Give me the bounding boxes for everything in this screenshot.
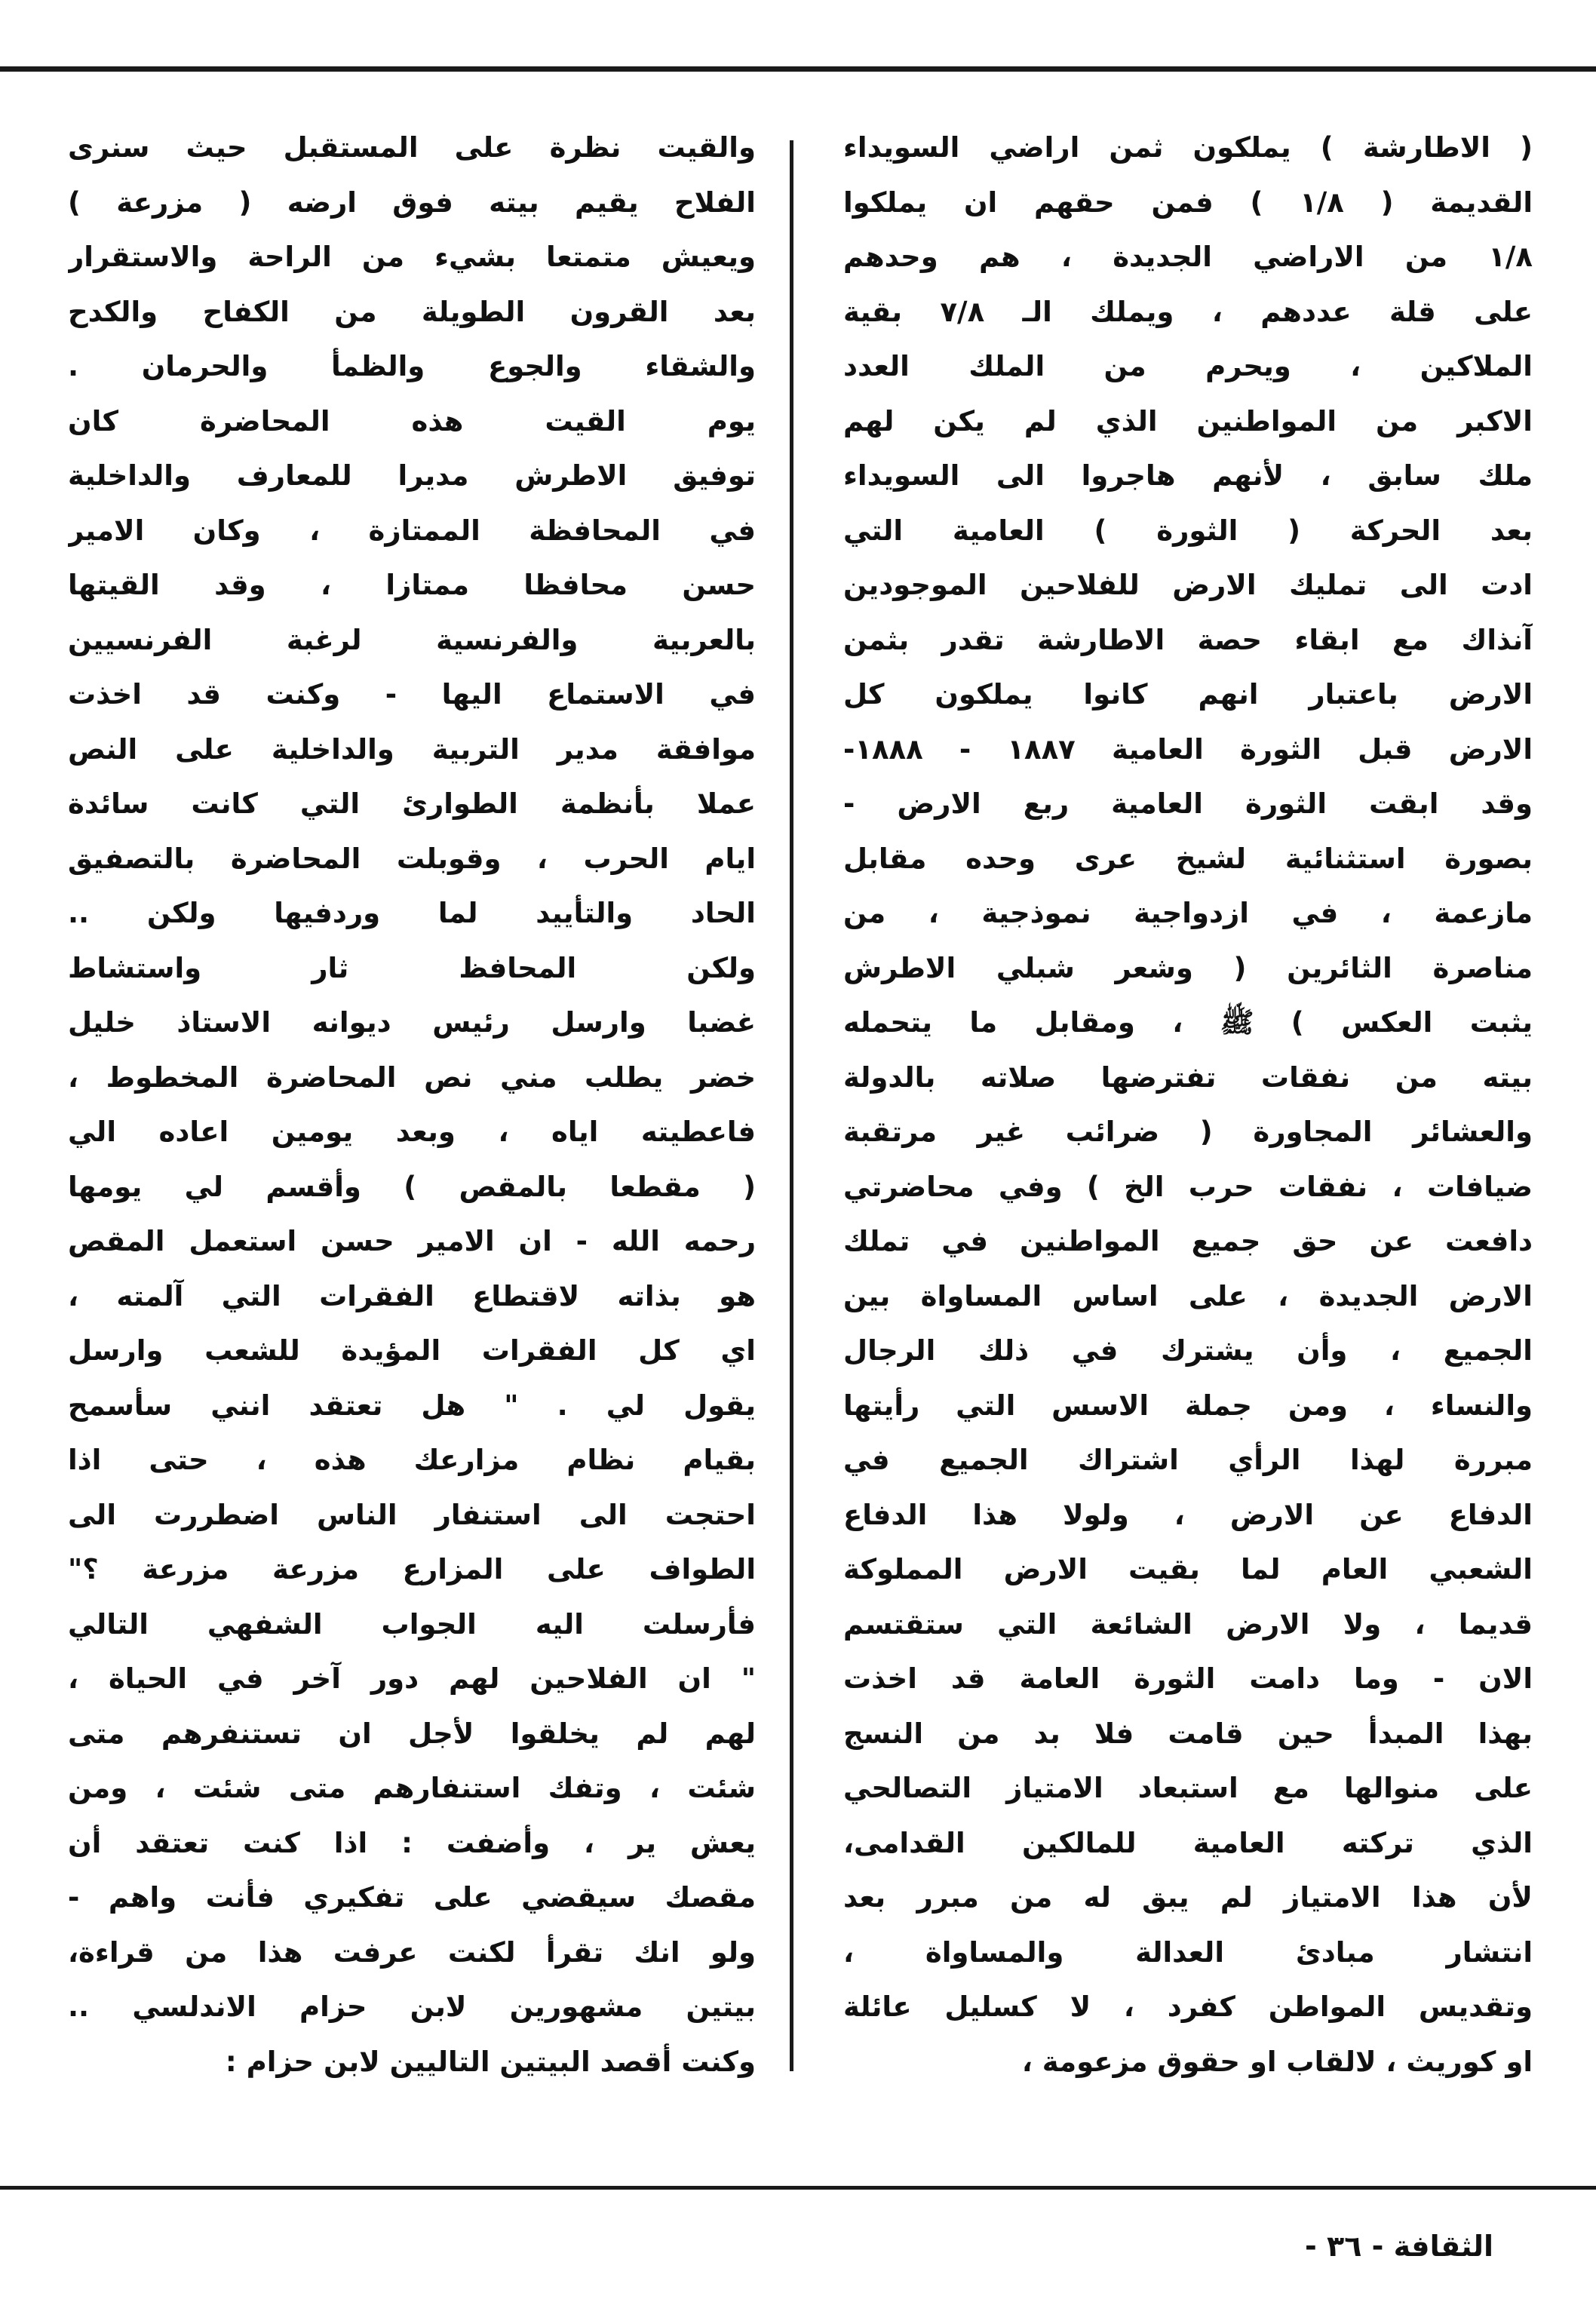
text-line: ادت الى تمليك الارض للفلاحين الموجودين bbox=[843, 569, 1533, 601]
text-line: انتشار مبادئ العدالة والمساواة ، bbox=[843, 1935, 1533, 1969]
page-folio: الثقافة - ٣٦ - bbox=[1305, 2230, 1493, 2263]
top-rule bbox=[0, 66, 1596, 72]
text-line: مقصك سيقضي على تفكيري فأنت واهم - bbox=[68, 1881, 756, 1914]
text-line: وكنت أقصد البيتين التاليين لابن حزام : bbox=[225, 2045, 756, 2078]
text-line: يقول لي . " هل تعتقد انني سأسمح bbox=[68, 1389, 756, 1422]
column-divider bbox=[790, 140, 793, 2071]
text-line: والشقاء والجوع والظمأ والحرمان . bbox=[68, 350, 756, 382]
text-line: وقد ابقت الثورة العامية ربع الارض - bbox=[843, 787, 1533, 820]
text-line: بيتين مشهورين لابن حزام الاندلسي .. bbox=[68, 1991, 756, 2023]
text-line: الجميع ، وأن يشترك في ذلك الرجال bbox=[843, 1334, 1533, 1367]
text-line: يثبت العكس ) ﷺ ، ومقابل ما يتحمله bbox=[843, 1006, 1533, 1039]
text-line: توفيق الاطرش مديرا للمعارف والداخلية bbox=[68, 459, 756, 492]
text-line: بقيام نظام مزارعك هذه ، حتى اذا bbox=[68, 1444, 756, 1476]
text-line: ويعيش متمتعا بشيء من الراحة والاستقرار bbox=[68, 241, 756, 273]
text-line: ايام الحرب ، وقوبلت المحاضرة بالتصفيق bbox=[68, 842, 756, 875]
text-column-right bbox=[843, 121, 1533, 2089]
text-line: احتجت الى استنفار الناس اضطررت الى bbox=[68, 1498, 756, 1531]
text-line: بصورة استثنائية لشيخ عرى وحده مقابل bbox=[843, 842, 1533, 875]
text-line: مبررة لهذا الرأي اشتراك الجميع في bbox=[843, 1444, 1533, 1476]
text-line: الدفاع عن الارض ، ولولا هذا الدفاع bbox=[843, 1498, 1533, 1531]
text-line: في الاستماع اليها - وكنت قد اخذت bbox=[68, 678, 756, 711]
text-line: الطواف على المزارع مزرعة مزرعة ؟" bbox=[68, 1553, 756, 1585]
text-line: قديما ، ولا الارض الشائعة التي ستقتسم bbox=[843, 1607, 1533, 1641]
text-line: حسن محافظا ممتازا ، وقد القيتها bbox=[68, 569, 756, 601]
text-line: بعد الحركة ( الثورة ) العامية التي bbox=[843, 514, 1533, 547]
text-line: موافقة مدير التربية والداخلية على النص bbox=[68, 732, 756, 766]
bottom-rule bbox=[0, 2186, 1596, 2190]
text-line: وتقديس المواطن كفرد ، لا كسليل عائلة bbox=[843, 1991, 1533, 2023]
text-line: الارض قبل الثورة العامية ١٨٨٧ - ١٨٨٨- bbox=[843, 732, 1533, 766]
text-line: الحاد والتأييد لما وردفيها ولكن .. bbox=[68, 897, 756, 929]
text-line: بهذا المبدأ حين قامت فلا بد من النسج bbox=[843, 1717, 1533, 1750]
text-line: الارض الجديدة ، على اساس المساواة بين bbox=[843, 1279, 1533, 1312]
text-line: على قلة عددهم ، ويملك الـ ٧/٨ بقية bbox=[843, 295, 1533, 328]
text-line: بعد القرون الطويلة من الكفاح والكدح bbox=[68, 295, 756, 328]
text-line: فأرسلت اليه الجواب الشفهي التالي bbox=[68, 1607, 756, 1641]
text-line: ( مقطعا بالمقص ) وأقسم لي يومها bbox=[68, 1170, 756, 1203]
text-line: مناصرة الثائرين ( وشعر شبلي الاطرش bbox=[843, 951, 1533, 984]
text-line: آنذاك مع ابقاء حصة الاطارشة تقدر بثمن bbox=[843, 623, 1533, 656]
text-line: او كوريث ، لالقاب او حقوق مزعومة ، bbox=[1021, 2045, 1533, 2078]
text-line: والقيت نظرة على المستقبل حيث سنرى bbox=[68, 131, 756, 164]
text-line: والنساء ، ومن جملة الاسس التي رأيتها bbox=[843, 1389, 1533, 1422]
text-line: في المحافظة الممتازة ، وكان الامير bbox=[68, 514, 756, 547]
text-line: الاكبر من المواطنين الذي لم يكن لهم bbox=[843, 404, 1533, 437]
text-line: عملا بأنظمة الطوارئ التي كانت سائدة bbox=[68, 787, 756, 820]
text-column-left bbox=[68, 121, 756, 2089]
text-line: خضر يطلب مني نص المحاضرة المخطوط ، bbox=[68, 1060, 756, 1094]
text-line: على منوالها مع استبعاد الامتياز التصالحي bbox=[843, 1772, 1533, 1804]
text-line: ضيافات ، نفقات حرب الخ ) وفي محاضرتي bbox=[843, 1170, 1533, 1203]
text-line: ملك سابق ، لأنهم هاجروا الى السويداء bbox=[843, 459, 1533, 492]
text-line: شئت ، وتفك استنفارهم متى شئت ، ومن bbox=[68, 1772, 756, 1804]
text-line: الملاكين ، ويحرم من الملك العدد bbox=[843, 350, 1533, 382]
text-line: هو بذاته لاقتطاع الفقرات التي آلمته ، bbox=[68, 1279, 756, 1312]
text-line: " ان الفلاحين لهم دور آخر في الحياة ، bbox=[68, 1662, 756, 1695]
text-line: مازعمة ، في ازدواجية نموذجية ، من bbox=[843, 897, 1533, 929]
text-line: رحمه الله - ان الامير حسن استعمل المقص bbox=[68, 1225, 756, 1257]
text-line: ولو انك تقرأ لكنت عرفت هذا من قراءة، bbox=[68, 1935, 756, 1969]
text-line: الارض باعتبار انهم كانوا يملكون كل bbox=[843, 678, 1533, 711]
text-line: يوم القيت هذه المحاضرة كان bbox=[68, 404, 756, 437]
text-line: اي كل الفقرات المؤيدة للشعب وارسل bbox=[68, 1334, 756, 1367]
text-line: لأن هذا الامتياز لم يبق له من مبرر بعد bbox=[843, 1881, 1533, 1914]
text-line: بيته من نفقات تفترضها صلاته بالدولة bbox=[843, 1060, 1533, 1094]
text-line: يعش ير ، وأضفت : اذا كنت تعتقد أن bbox=[68, 1826, 756, 1859]
text-line: الشعبي العام لما بقيت الارض المملوكة bbox=[843, 1553, 1533, 1585]
text-line: فاعطيته اياه ، وبعد يومين اعاده الي bbox=[68, 1116, 756, 1148]
text-line: ( الاطارشة ) يملكون ثمن اراضي السويداء bbox=[843, 131, 1533, 164]
text-line: بالعربية والفرنسية لرغبة الفرنسيين bbox=[68, 623, 756, 656]
text-line: غضبا وارسل رئيس ديوانه الاستاذ خليل bbox=[68, 1006, 756, 1039]
text-line: ١/٨ من الاراضي الجديدة ، هم وحدهم bbox=[843, 241, 1533, 273]
text-line: لهم لم يخلقوا لأجل ان تستنفرهم متى bbox=[68, 1717, 756, 1750]
text-line: القديمة ( ١/٨ ) فمن حقهم ان يملكوا bbox=[843, 186, 1533, 219]
text-line: دافعت عن حق جميع المواطنين في تملك bbox=[843, 1225, 1533, 1257]
text-line: الذي تركته العامية للمالكين القدامى، bbox=[843, 1826, 1533, 1859]
text-line: والعشائر المجاورة ( ضرائب غير مرتقبة bbox=[843, 1116, 1533, 1148]
text-line: ولكن المحافظ ثار واستشاط bbox=[68, 951, 756, 984]
text-line: الان - وما دامت الثورة العامة قد اخذت bbox=[843, 1662, 1533, 1695]
text-line: الفلاح يقيم بيته فوق ارضه ( مزرعة ) bbox=[68, 186, 756, 219]
